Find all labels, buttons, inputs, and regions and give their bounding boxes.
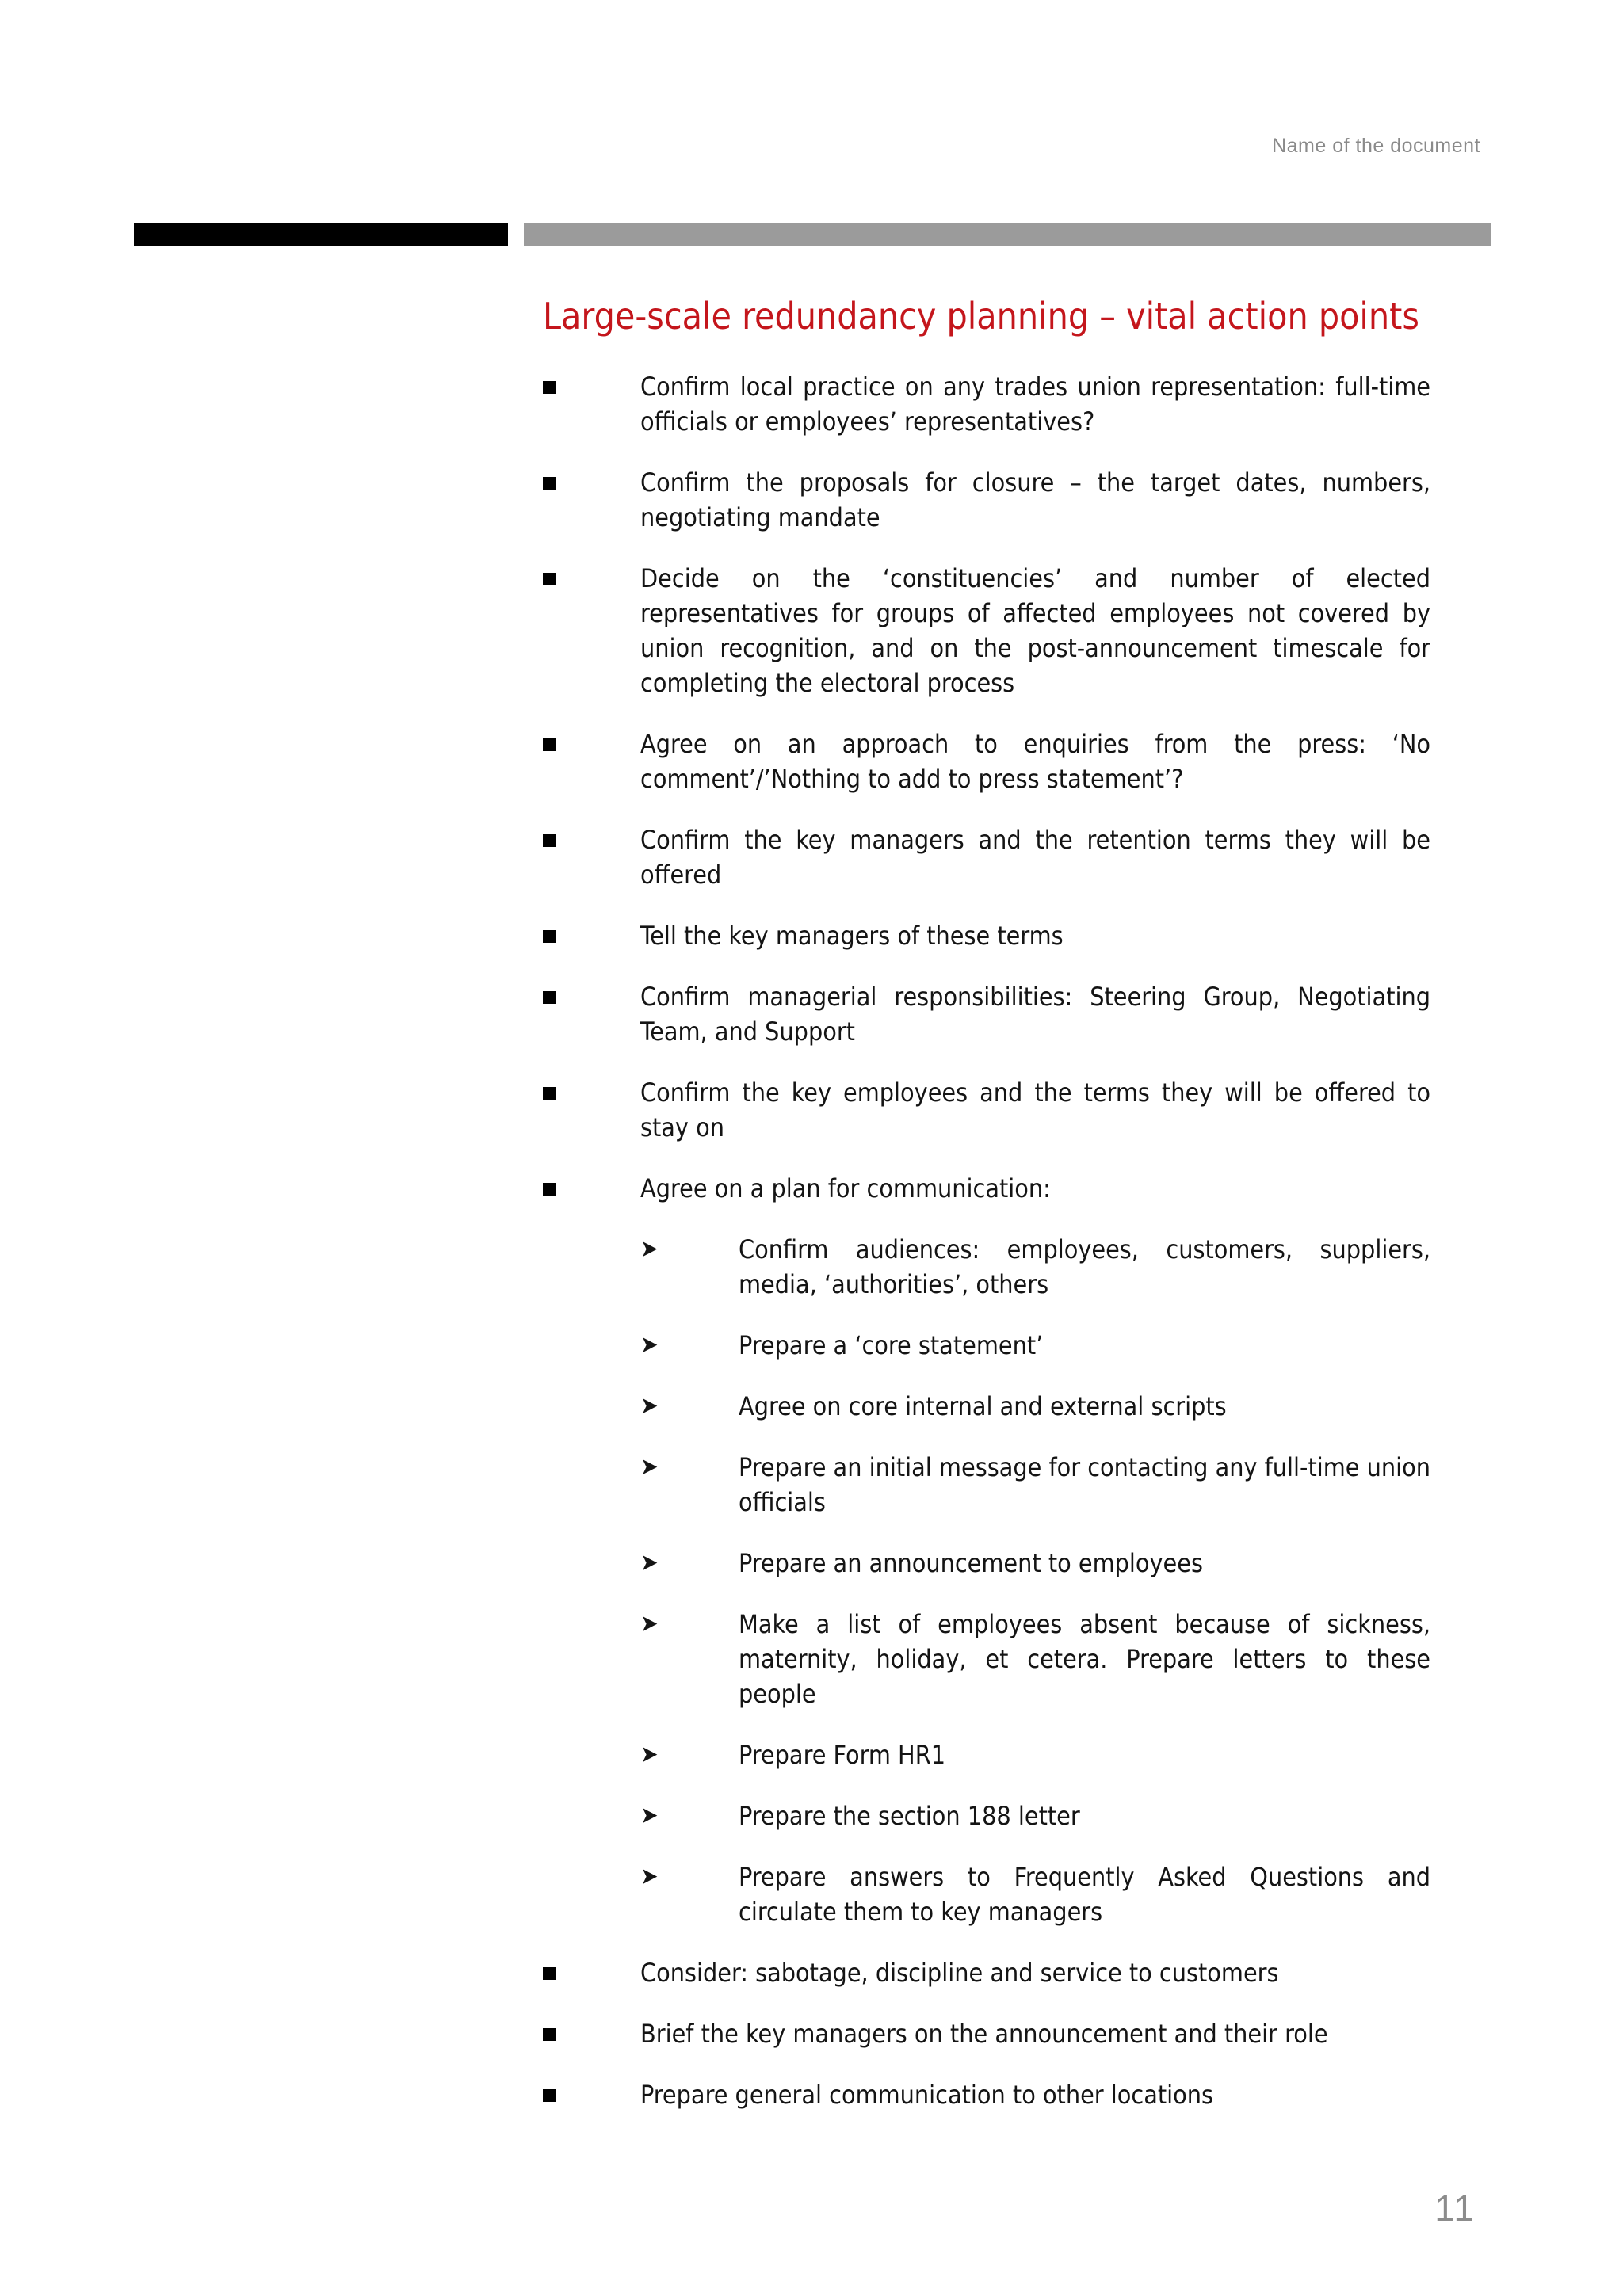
list-item <box>543 918 1430 953</box>
sublist-item-text: Prepare the section 188 letter <box>739 1801 1080 1831</box>
arrow-bullet-icon: ➤ <box>640 1235 659 1263</box>
arrow-bullet-icon: ➤ <box>640 1863 659 1890</box>
list-item-text: Brief the key managers on the announcement and their role <box>640 2019 1328 2049</box>
list-item <box>543 2016 1430 2051</box>
sublist-item-text: Make a list of employees absent because of sickness, maternity, holiday, et cetera. Prepare letters to these people <box>739 1609 1430 1709</box>
sublist-item <box>640 1450 1430 1520</box>
list-item-text: Confirm the proposals for closure – the target dates, numbers, negotiating mandate <box>640 467 1430 532</box>
arrow-bullet-icon: ➤ <box>640 1392 659 1420</box>
square-bullet-icon <box>543 991 556 1004</box>
document-name-header: Name of the document <box>1272 135 1480 157</box>
list-item-text: Confirm local practice on any trades union representation: full-time officials or employees’ representatives? <box>640 372 1430 437</box>
communication-sublist <box>640 1232 1430 1929</box>
list-item-text: Consider: sabotage, discipline and service to customers <box>640 1958 1279 1988</box>
list-item-text: Prepare general communication to other locations <box>640 2080 1213 2110</box>
sublist-item-text: Prepare an initial message for contacting any full-time union officials <box>739 1452 1430 1517</box>
sublist-item-text: Confirm audiences: employees, customers, suppliers, media, ‘authorities’, others <box>739 1234 1430 1299</box>
list-item-text: Tell the key managers of these terms <box>640 921 1064 951</box>
page-title: Large-scale redundancy planning – vital action points <box>543 295 1419 338</box>
header-bar-black <box>134 223 508 246</box>
square-bullet-icon <box>543 834 556 847</box>
page-number: 11 <box>1434 2187 1476 2229</box>
arrow-bullet-icon: ➤ <box>640 1453 659 1481</box>
square-bullet-icon <box>543 738 556 751</box>
sublist-item <box>640 1859 1430 1929</box>
sublist-item-text: Prepare an announcement to employees <box>739 1548 1203 1578</box>
list-item-text: Agree on a plan for communication: <box>640 1173 1051 1203</box>
sublist-item-text: Prepare Form HR1 <box>739 1740 945 1770</box>
square-bullet-icon <box>543 381 556 394</box>
list-item-text: Confirm managerial responsibilities: Steering Group, Negotiating Team, and Support <box>640 982 1430 1047</box>
list-item <box>543 369 1430 439</box>
sublist-item <box>640 1389 1430 1424</box>
sublist-item <box>640 1546 1430 1581</box>
square-bullet-icon <box>543 1967 556 1980</box>
list-item <box>543 1955 1430 1990</box>
sublist-item-text: Agree on core internal and external scripts <box>739 1391 1227 1421</box>
arrow-bullet-icon: ➤ <box>640 1802 659 1829</box>
arrow-bullet-icon: ➤ <box>640 1741 659 1768</box>
sublist-item <box>640 1328 1430 1363</box>
list-item-text: Confirm the key managers and the retention terms they will be offered <box>640 825 1430 890</box>
action-points-list <box>543 369 1430 2138</box>
header-bar-grey <box>524 223 1491 246</box>
list-item-text: Agree on an approach to enquiries from the press: ‘No comment’/’Nothing to add to press statement’? <box>640 729 1430 794</box>
list-item <box>543 465 1430 535</box>
arrow-bullet-icon: ➤ <box>640 1331 659 1359</box>
square-bullet-icon <box>543 2028 556 2041</box>
list-item <box>543 727 1430 796</box>
list-item-communication-plan <box>543 1171 1430 1929</box>
sublist-item <box>640 1232 1430 1302</box>
sublist-item <box>640 1737 1430 1772</box>
square-bullet-icon <box>543 1087 556 1100</box>
square-bullet-icon <box>543 477 556 490</box>
square-bullet-icon <box>543 2089 556 2102</box>
sublist-item <box>640 1607 1430 1711</box>
list-item <box>543 561 1430 700</box>
sublist-item-text: Prepare answers to Frequently Asked Questions and circulate them to key managers <box>739 1862 1430 1927</box>
arrow-bullet-icon: ➤ <box>640 1610 659 1638</box>
list-item <box>543 822 1430 892</box>
list-item-text: Decide on the ‘constituencies’ and number of elected representatives for groups of affected employees not covered by union recognition, and on the post-announcement timescale for completing the electoral process <box>640 563 1430 698</box>
arrow-bullet-icon: ➤ <box>640 1549 659 1577</box>
list-item <box>543 1075 1430 1145</box>
list-item <box>543 2077 1430 2112</box>
list-item <box>543 979 1430 1049</box>
square-bullet-icon <box>543 573 556 585</box>
sublist-item-text: Prepare a ‘core statement’ <box>739 1330 1044 1360</box>
sublist-item <box>640 1798 1430 1833</box>
square-bullet-icon <box>543 930 556 943</box>
square-bullet-icon <box>543 1183 556 1196</box>
list-item-text: Confirm the key employees and the terms they will be offered to stay on <box>640 1077 1430 1142</box>
